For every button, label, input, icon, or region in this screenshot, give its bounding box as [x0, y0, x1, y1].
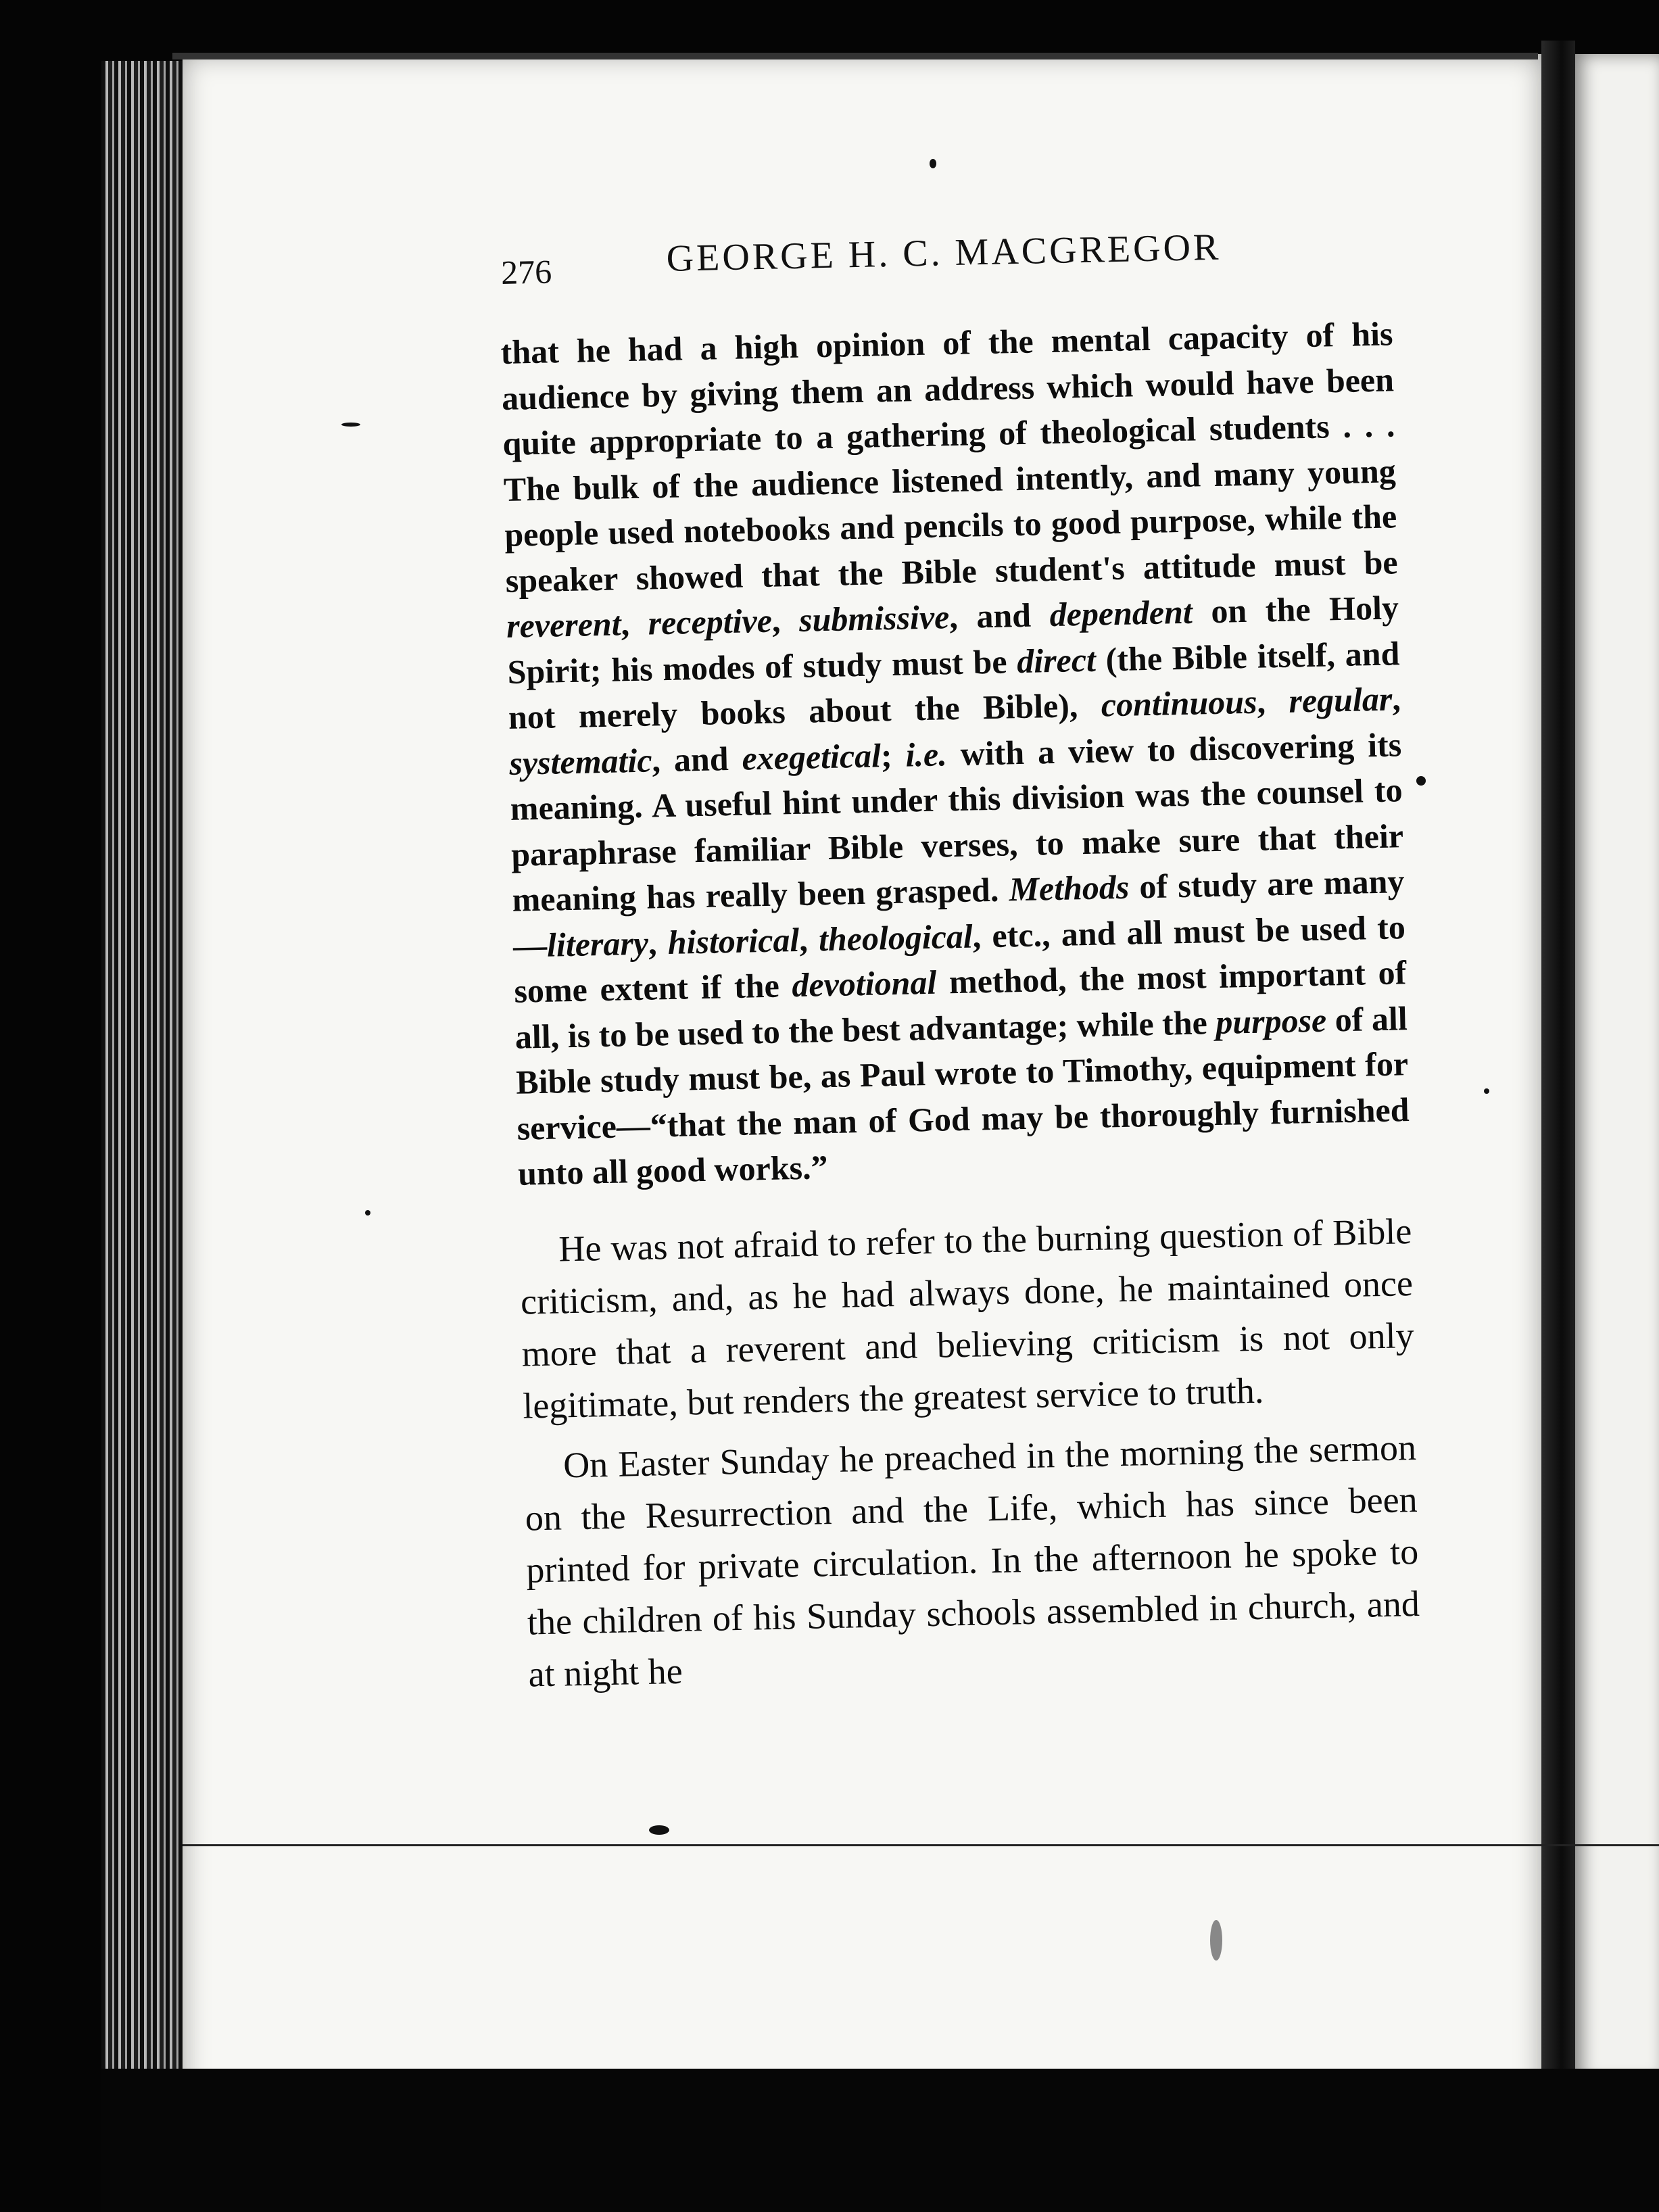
running-head: GEORGE H. C. MACGREGOR	[666, 226, 1222, 280]
page-top-edge	[172, 53, 1538, 59]
dust-speck	[1484, 1088, 1489, 1094]
dust-speck	[341, 423, 360, 427]
page-text	[500, 311, 1421, 1700]
quoted-report-paragraph: that he had a high opinion of the mental capacity of his audience by giving them an address which would have been quite appropriate to a gathering of theological students . . . The bulk of the audience listened intently, and many young people used notebooks and pencils to good purpose, while the speaker showed that the Bible student's attitude must be reverent, receptive, submissive, and dependent on the Holy Spirit; his modes of study must be direct (the Bible itself, and not merely books about the Bible), continuous, regular, systematic, and exegetical; i.e. with a view to discovering its meaning. A useful hint under this division was the counsel to paraphrase familiar Bible verses, to make sure that their meaning has really been grasped. Methods of study are many—literary, historical, theological, etc., and all must be used to some extent if the devotional method, the most important of all, is to be used to the best advantage; while the purpose of all Bible study must be, as Paul wrote to Timothy, equipment for service—“that the man of God may be thoroughly furnished unto all good works.”	[500, 314, 1410, 1193]
page-edge-stack	[101, 61, 196, 2102]
dust-speck	[930, 159, 936, 168]
dust-speck	[1210, 1920, 1222, 1961]
book-gutter	[1541, 41, 1575, 2109]
dust-speck	[365, 1210, 370, 1216]
dust-speck	[649, 1825, 669, 1835]
scan-bottom-border	[101, 2069, 1659, 2212]
scan-fold-line	[183, 1844, 1659, 1846]
right-page-edge	[1575, 54, 1659, 2082]
paragraph-easter-sunday: On Easter Sunday he preached in the morning the sermon on the Resurrection and the Life, which has since been printed for private circulation. In the afternoon he spoke to the children of his Sunday schools assembled in church, and at night he	[525, 1426, 1420, 1695]
paragraph-bible-criticism: He was not afraid to refer to the burning question of Bible criticism, and, as he had always done, he maintained once more that a reverent and believing criticism is not only legitimate, but renders the greatest service to truth.	[520, 1210, 1415, 1426]
page-number: 276	[500, 252, 552, 291]
dust-speck	[1416, 776, 1426, 786]
